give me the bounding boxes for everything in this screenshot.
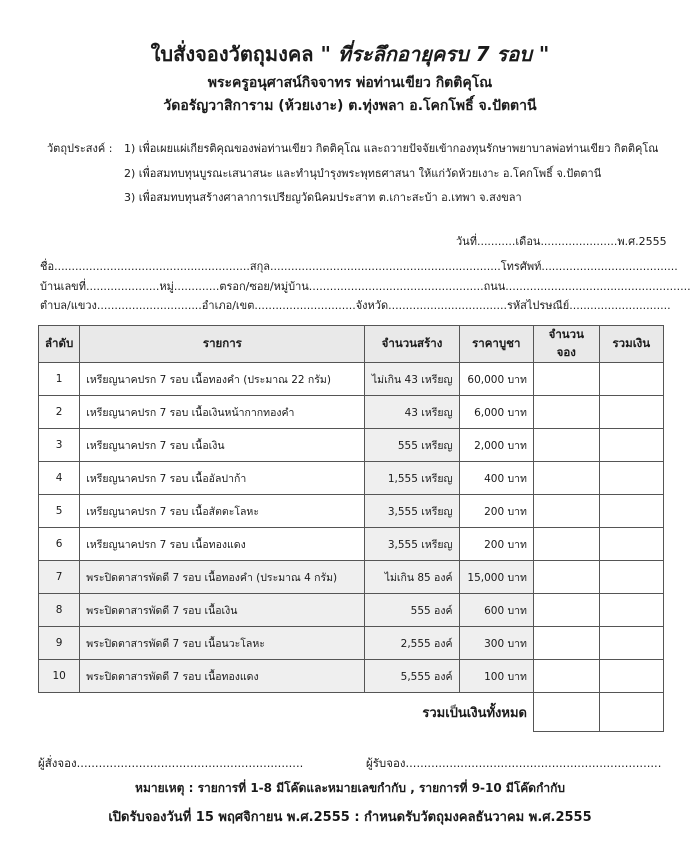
- total-cell[interactable]: [599, 594, 663, 627]
- row-no: 8: [39, 594, 80, 627]
- name-phone-fields[interactable]: ชื่อ........................................................สกุล..................................................................โทรศัพท์.......................................: [40, 260, 678, 273]
- header-item: รายการ: [80, 326, 365, 363]
- form-title-emphasis: " ที่ระลึกอายุครบ 7 รอบ ": [320, 42, 550, 66]
- row-no: 4: [39, 462, 80, 495]
- objective-item-1: 1) เพื่อเผยแผ่เกียรติคุณของพ่อท่านเขียว กิตติคุโณ และถวายปัจจัยเข้ากองทุนรักษาพยาบาลพ่อท่านเขียว กิตติคุโณ: [124, 142, 659, 155]
- remark-note: หมายเหตุ : รายการที่ 1-8 มีโค๊ดและหมายเลขกำกับ , รายการที่ 9-10 มีโค๊ดกำกับ: [135, 781, 565, 795]
- total-cell[interactable]: [599, 462, 663, 495]
- row-no: 1: [39, 363, 80, 396]
- row-item: พระปิดตาสารพัดดี 7 รอบ เนื้อทองคำ (ประมาณ 4 กรัม): [80, 561, 365, 594]
- row-price: 2,000 บาท: [459, 429, 533, 462]
- row-item: เหรียญนาคปรก 7 รอบ เนื้อเงินหน้ากากทองคำ: [80, 396, 365, 429]
- table-row: [39, 561, 664, 594]
- orderer-signature-field[interactable]: ผู้สั่งจอง..............................................................: [38, 756, 304, 770]
- row-quantity-made: 43 เหรียญ: [365, 396, 459, 429]
- district-postal-fields[interactable]: ตำบล/แขวง..............................อำเภอ/เขต.............................จังหวัด..................................รหัสไปรษณีย์.............................: [40, 299, 671, 312]
- table-header-row: [39, 326, 664, 363]
- order-quantity-cell[interactable]: [533, 495, 599, 528]
- header-total: รวมเงิน: [599, 326, 663, 363]
- order-quantity-cell[interactable]: [533, 561, 599, 594]
- row-no: 2: [39, 396, 80, 429]
- row-item: เหรียญนาคปรก 7 รอบ เนื้อทองแดง: [80, 528, 365, 561]
- row-price: 600 บาท: [459, 594, 533, 627]
- grand-total-label: รวมเป็นเงินทั้งหมด: [422, 705, 527, 721]
- row-item: เหรียญนาคปรก 7 รอบ เนื้อเงิน: [80, 429, 365, 462]
- objective-item-3: 3) เพื่อสมทบทุนสร้างศาลาการเปรียญวัดนิคมประสาท ต.เกาะสะบ้า อ.เทพา จ.สงขลา: [124, 191, 522, 204]
- row-price: 300 บาท: [459, 627, 533, 660]
- row-no: 7: [39, 561, 80, 594]
- order-quantity-cell[interactable]: [533, 363, 599, 396]
- objectives-label: วัตถุประสงค์ :: [47, 142, 113, 155]
- form-title: [0, 38, 700, 70]
- table-row: [39, 462, 664, 495]
- header-price: ราคาบูชา: [459, 326, 533, 363]
- row-item: พระปิดตาสารพัดดี 7 รอบ เนื้อทองแดง: [80, 660, 365, 693]
- row-quantity-made: ไม่เกิน 85 องค์: [365, 561, 459, 594]
- table-row: [39, 660, 664, 693]
- total-cell[interactable]: [599, 561, 663, 594]
- header-order-quantity: จำนวนจอง: [533, 326, 599, 363]
- header-no: ลำดับ: [39, 326, 80, 363]
- order-quantity-cell[interactable]: [533, 429, 599, 462]
- row-quantity-made: 555 เหรียญ: [365, 429, 459, 462]
- row-price: 6,000 บาท: [459, 396, 533, 429]
- row-item: เหรียญนาคปรก 7 รอบ เนื้อทองคำ (ประมาณ 22 กรัม): [80, 363, 365, 396]
- total-cell[interactable]: [599, 660, 663, 693]
- row-price: 200 บาท: [459, 495, 533, 528]
- header-quantity-made: จำนวนสร้าง: [365, 326, 459, 363]
- table-row: [39, 594, 664, 627]
- date-field[interactable]: วันที่...........เดือน......................พ.ศ.2555: [456, 235, 667, 248]
- order-quantity-cell[interactable]: [533, 660, 599, 693]
- row-quantity-made: 555 องค์: [365, 594, 459, 627]
- order-table: [38, 325, 664, 732]
- total-cell[interactable]: [599, 396, 663, 429]
- form-title-main: ใบสั่งจองวัตถุมงคล: [150, 42, 321, 66]
- row-quantity-made: 3,555 เหรียญ: [365, 495, 459, 528]
- table-row: [39, 396, 664, 429]
- row-price: 400 บาท: [459, 462, 533, 495]
- row-no: 9: [39, 627, 80, 660]
- total-cell[interactable]: [599, 528, 663, 561]
- opening-date-note: เปิดรับจองวันที่ 15 พฤศจิกายน พ.ศ.2555 : กำหนดรับวัตถุมงคลธันวาคม พ.ศ.2555: [108, 810, 592, 825]
- row-item: เหรียญนาคปรก 7 รอบ เนื้ออัลปาก้า: [80, 462, 365, 495]
- table-row: [39, 429, 664, 462]
- row-price: 200 บาท: [459, 528, 533, 561]
- total-cell[interactable]: [599, 363, 663, 396]
- order-quantity-cell[interactable]: [533, 462, 599, 495]
- total-cell[interactable]: [599, 495, 663, 528]
- order-quantity-cell[interactable]: [533, 396, 599, 429]
- row-no: 6: [39, 528, 80, 561]
- monk-name: พระครูอนุศาสน์กิจจาทร พ่อท่านเขียว กิตติคุโณ: [207, 75, 493, 91]
- temple-name: วัดอรัญวาสิการาม (ห้วยเงาะ) ต.ทุ่งพลา อ.โคกโพธิ์ จ.ปัตตานี: [163, 98, 537, 114]
- row-item: พระปิดตาสารพัดดี 7 รอบ เนื้อนวะโลหะ: [80, 627, 365, 660]
- order-quantity-cell[interactable]: [533, 627, 599, 660]
- objective-item-2: 2) เพื่อสมทบทุนบูรณะเสนาสนะ และทำนุบำรุงพระพุทธศาสนา ให้แก่วัดห้วยเงาะ อ.โคกโพธิ์ จ.ปัตตานี: [124, 167, 602, 180]
- row-item: เหรียญนาคปรก 7 รอบ เนื้อสัตตะโลหะ: [80, 495, 365, 528]
- row-price: 60,000 บาท: [459, 363, 533, 396]
- row-no: 5: [39, 495, 80, 528]
- row-quantity-made: 1,555 เหรียญ: [365, 462, 459, 495]
- order-quantity-cell[interactable]: [533, 528, 599, 561]
- table-row: [39, 363, 664, 396]
- row-item: พระปิดตาสารพัดดี 7 รอบ เนื้อเงิน: [80, 594, 365, 627]
- row-quantity-made: 3,555 เหรียญ: [365, 528, 459, 561]
- grand-total-quantity-cell[interactable]: [533, 693, 599, 732]
- total-cell[interactable]: [599, 429, 663, 462]
- grand-total-row: [39, 693, 664, 732]
- total-cell[interactable]: [599, 627, 663, 660]
- table-row: [39, 627, 664, 660]
- row-quantity-made: ไม่เกิน 43 เหรียญ: [365, 363, 459, 396]
- row-quantity-made: 2,555 องค์: [365, 627, 459, 660]
- row-no: 3: [39, 429, 80, 462]
- table-row: [39, 528, 664, 561]
- table-row: [39, 495, 664, 528]
- grand-total-amount-cell[interactable]: [599, 693, 663, 732]
- order-quantity-cell[interactable]: [533, 594, 599, 627]
- row-price: 100 บาท: [459, 660, 533, 693]
- row-quantity-made: 5,555 องค์: [365, 660, 459, 693]
- address-fields[interactable]: บ้านเลขที่.....................หมู่.............ตรอก/ซอย/หมู่บ้าน..................................................ถนน.....................................................: [40, 280, 691, 293]
- row-no: 10: [39, 660, 80, 693]
- receiver-signature-field[interactable]: ผู้รับจอง......................................................................: [366, 756, 662, 770]
- row-price: 15,000 บาท: [459, 561, 533, 594]
